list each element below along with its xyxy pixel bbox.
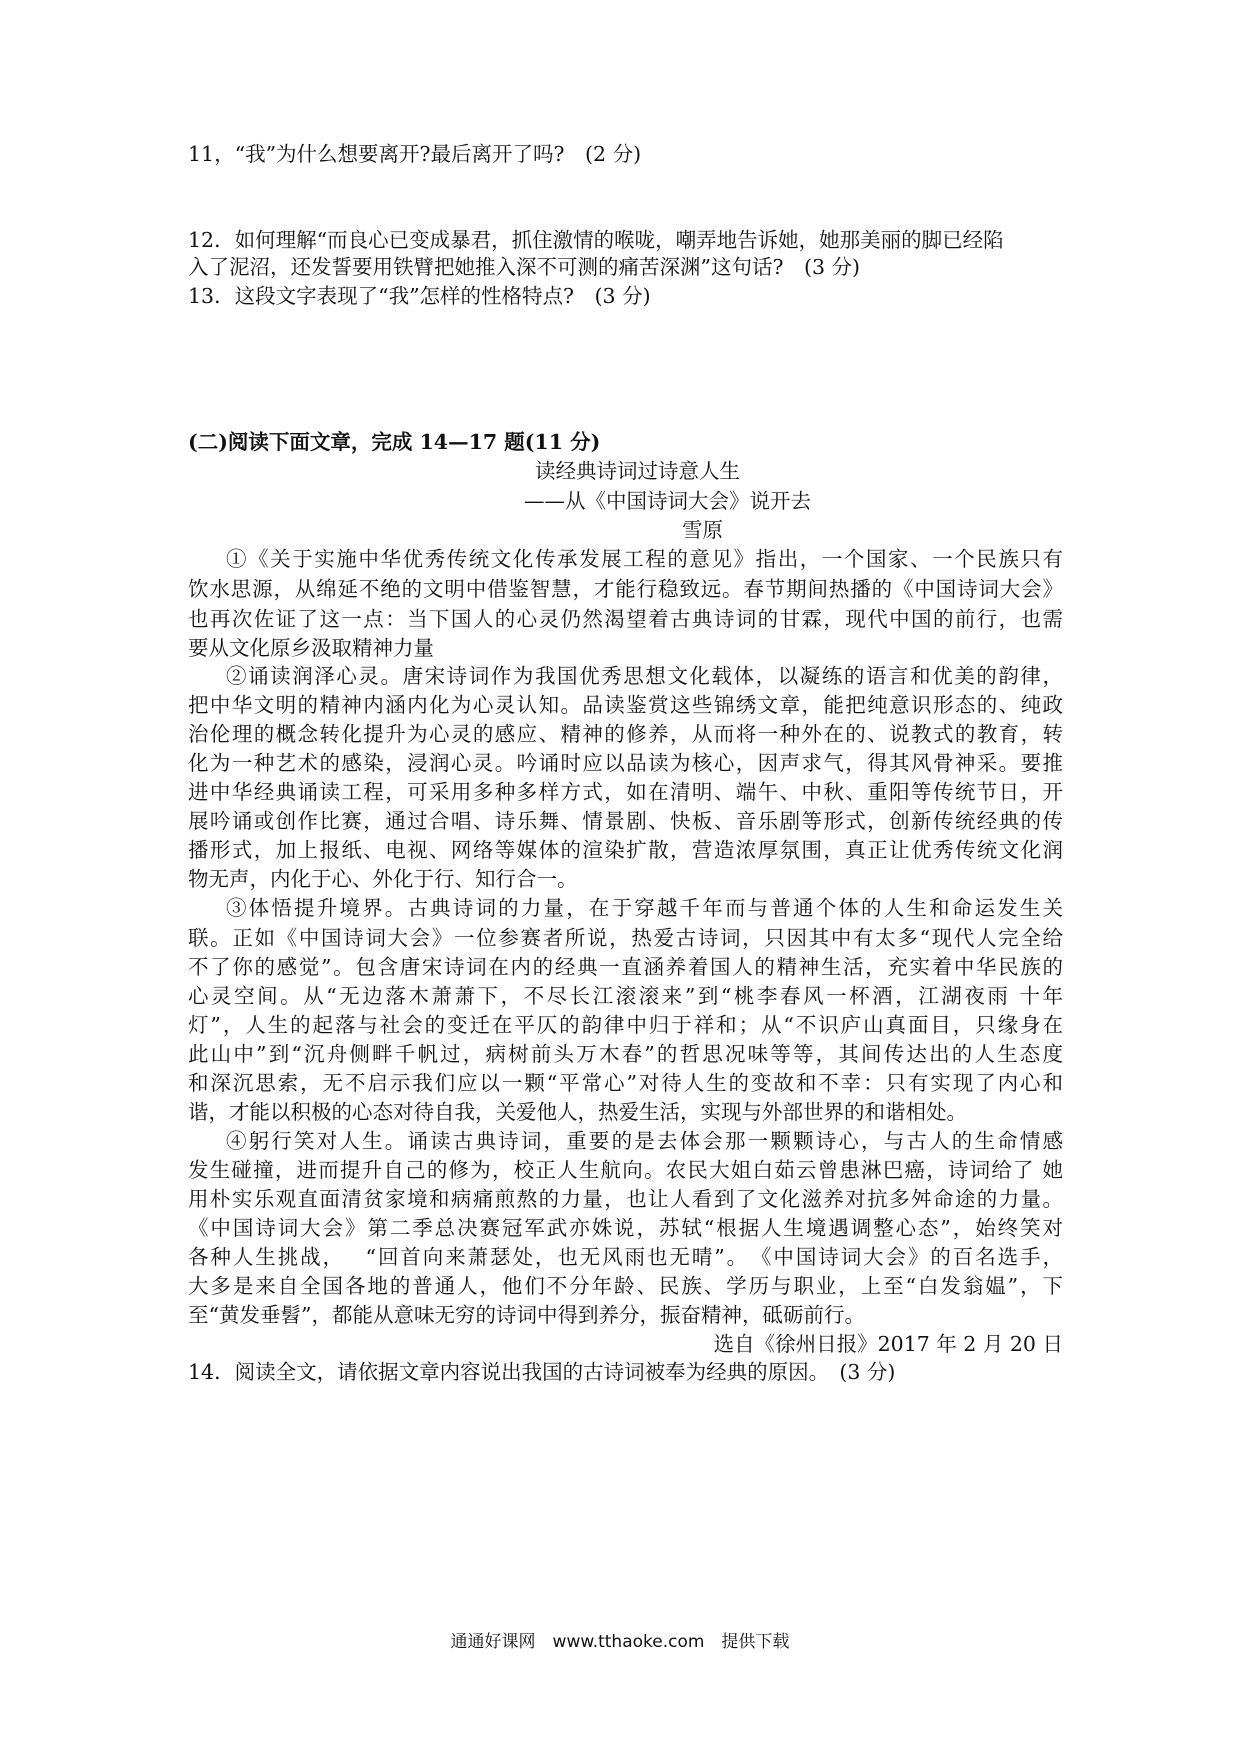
paragraph-4-line: 各种人生挑战， “回首向来萧瑟处，也无风雨也无晴”。 《中国诗词大会》的百名选手，: [188, 1245, 1063, 1269]
paragraph-1-line: 也再次佐证了这一点：当下国人的心灵仍然渴望着古典诗词的甘霖，现代中国的前行，也需: [188, 607, 1063, 631]
paragraph-2-line: 物无声，内化于心、外化于行、知行合一。: [188, 867, 578, 891]
paragraph-2-line: 治伦理的概念转化提升为心灵的感应、精神的修养，从而将一种外在的、说教式的教育，转: [188, 722, 1063, 746]
question-14: 14．阅读全文，请依据文章内容说出我国的古诗词被奉为经典的原因。 (3 分): [188, 1360, 896, 1384]
paragraph-2-line: 展吟诵或创作比赛，通过合唱、诗乐舞、情景剧、快板、音乐剧等形式，创新传统经典的传: [188, 809, 1063, 833]
paragraph-1-line: ①《关于实施中华优秀传统文化传承发展工程的意见》指出，一个国家、一个民族只有: [226, 547, 1063, 571]
paragraph-3-line: 和深沉思索，无不启示我们应以一颗“平常心”对待人生的变故和不幸：只有实现了内心和: [188, 1071, 1063, 1095]
paragraph-4-line: ④躬行笑对人生。诵读古典诗词，重要的是去体会那一颗颗诗心，与古人的生命情感: [226, 1129, 1063, 1153]
question-12-line-1: 12．如何理解“而良心已变成暴君，抓住激情的喉咙，嘲弄地告诉她，她那美丽的脚已经陷: [188, 228, 1004, 252]
paragraph-4-line: 至“黄发垂髫”，都能从意味无穷的诗词中得到养分，振奋精神，砥砺前行。: [188, 1303, 865, 1327]
paragraph-4-line: 发生碰撞，进而提升自己的修为，校正人生航向。农民大姐白茹云曾患淋巴癌，诗词给了 她: [188, 1158, 1063, 1182]
question-12-line-2: 入了泥沼，还发誓要用铁臂把她推入深不可测的痛苦深渊”这句话? (3 分): [188, 255, 861, 279]
question-11: 11，“我”为什么想要离开?最后离开了吗? (2 分): [188, 142, 642, 166]
paragraph-1-line: 要从文化原乡汲取精神力量: [188, 636, 434, 660]
article-subtitle: ——从《中国诗词大会》说开去: [524, 489, 811, 513]
paragraph-3-line: ③体悟提升境界。古典诗词的力量，在于穿越千年而与普通个体的人生和命运发生关: [226, 896, 1063, 920]
paragraph-3-line: 灯”，人生的起落与社会的变迁在平仄的韵律中归于祥和；从“不识庐山真面目，只缘身在: [188, 1013, 1063, 1037]
paragraph-4-line: 《中国诗词大会》第二季总决赛冠军武亦姝说，苏轼“根据人生境遇调整心态”，始终笑对: [188, 1216, 1063, 1240]
paragraph-3-line: 联。正如《中国诗词大会》一位参赛者所说，热爱古诗词，只因其中有太多“现代人完全给: [188, 926, 1063, 950]
paragraph-4-line: 用朴实乐观直面清贫家境和病痛煎熬的力量，也让人看到了文化滋养对抗多舛命途的力量。: [188, 1187, 1063, 1211]
paragraph-2-line: 播形式，加上报纸、电视、网络等媒体的渲染扩散，营造浓厚氛围，真正让优秀传统文化润: [188, 838, 1063, 862]
paragraph-4-line: 大多是来自全国各地的普通人，他们不分年龄、民族、学历与职业，上至“白发翁媪”，下: [188, 1274, 1063, 1298]
paragraph-2-line: 进中华经典诵读工程，可采用多种多样方式，如在清明、端午、中秋、重阳等传统节日，开: [188, 780, 1063, 804]
paragraph-2-line: ②诵读润泽心灵。唐宋诗词作为我国优秀思想文化载体，以凝练的语言和优美的韵律，: [226, 664, 1063, 688]
paragraph-3-line: 谐，才能以积极的心态对待自我，关爱他人，热爱生活，实现与外部世界的和谐相处。: [188, 1100, 967, 1124]
download-footer: 通通好课网 www.tthaoke.com 提供下载: [450, 1632, 790, 1652]
paragraph-3-line: 心灵空间。从“无边落木萧萧下，不尽长江滚滚来”到“桃李春风一杯酒，江湖夜雨 十年: [188, 984, 1063, 1008]
article-source: 选自《徐州日报》2017 年 2 月 20 日: [713, 1332, 1063, 1356]
paragraph-3-line: 此山中”到“沉舟侧畔千帆过，病树前头万木春”的哲思况味等等，其间传达出的人生态度: [188, 1042, 1063, 1066]
paragraph-2-line: 把中华文明的精神内涵内化为心灵认知。品读鉴赏这些锦绣文章，能把纯意识形态的、纯政: [188, 693, 1063, 717]
section-heading: (二)阅读下面文章，完成 14—17 题(11 分): [188, 430, 601, 454]
paragraph-2-line: 化为一种艺术的感染，浸润心灵。吟诵时应以品读为核心，因声求气，得其风骨神采。要推: [188, 751, 1063, 775]
paragraph-3-line: 不了你的感觉”。包含唐宋诗词在内的经典一直涵养着国人的精神生活，充实着中华民族的: [188, 955, 1063, 979]
question-13: 13．这段文字表现了“我”怎样的性格特点? (3 分): [188, 284, 651, 308]
paragraph-1-line: 饮水思源，从绵延不绝的文明中借鉴智慧，才能行稳致远。春节期间热播的《中国诗词大会》: [188, 577, 1063, 601]
article-author: 雪原: [682, 518, 723, 542]
article-title: 读经典诗词过诗意人生: [535, 459, 740, 483]
